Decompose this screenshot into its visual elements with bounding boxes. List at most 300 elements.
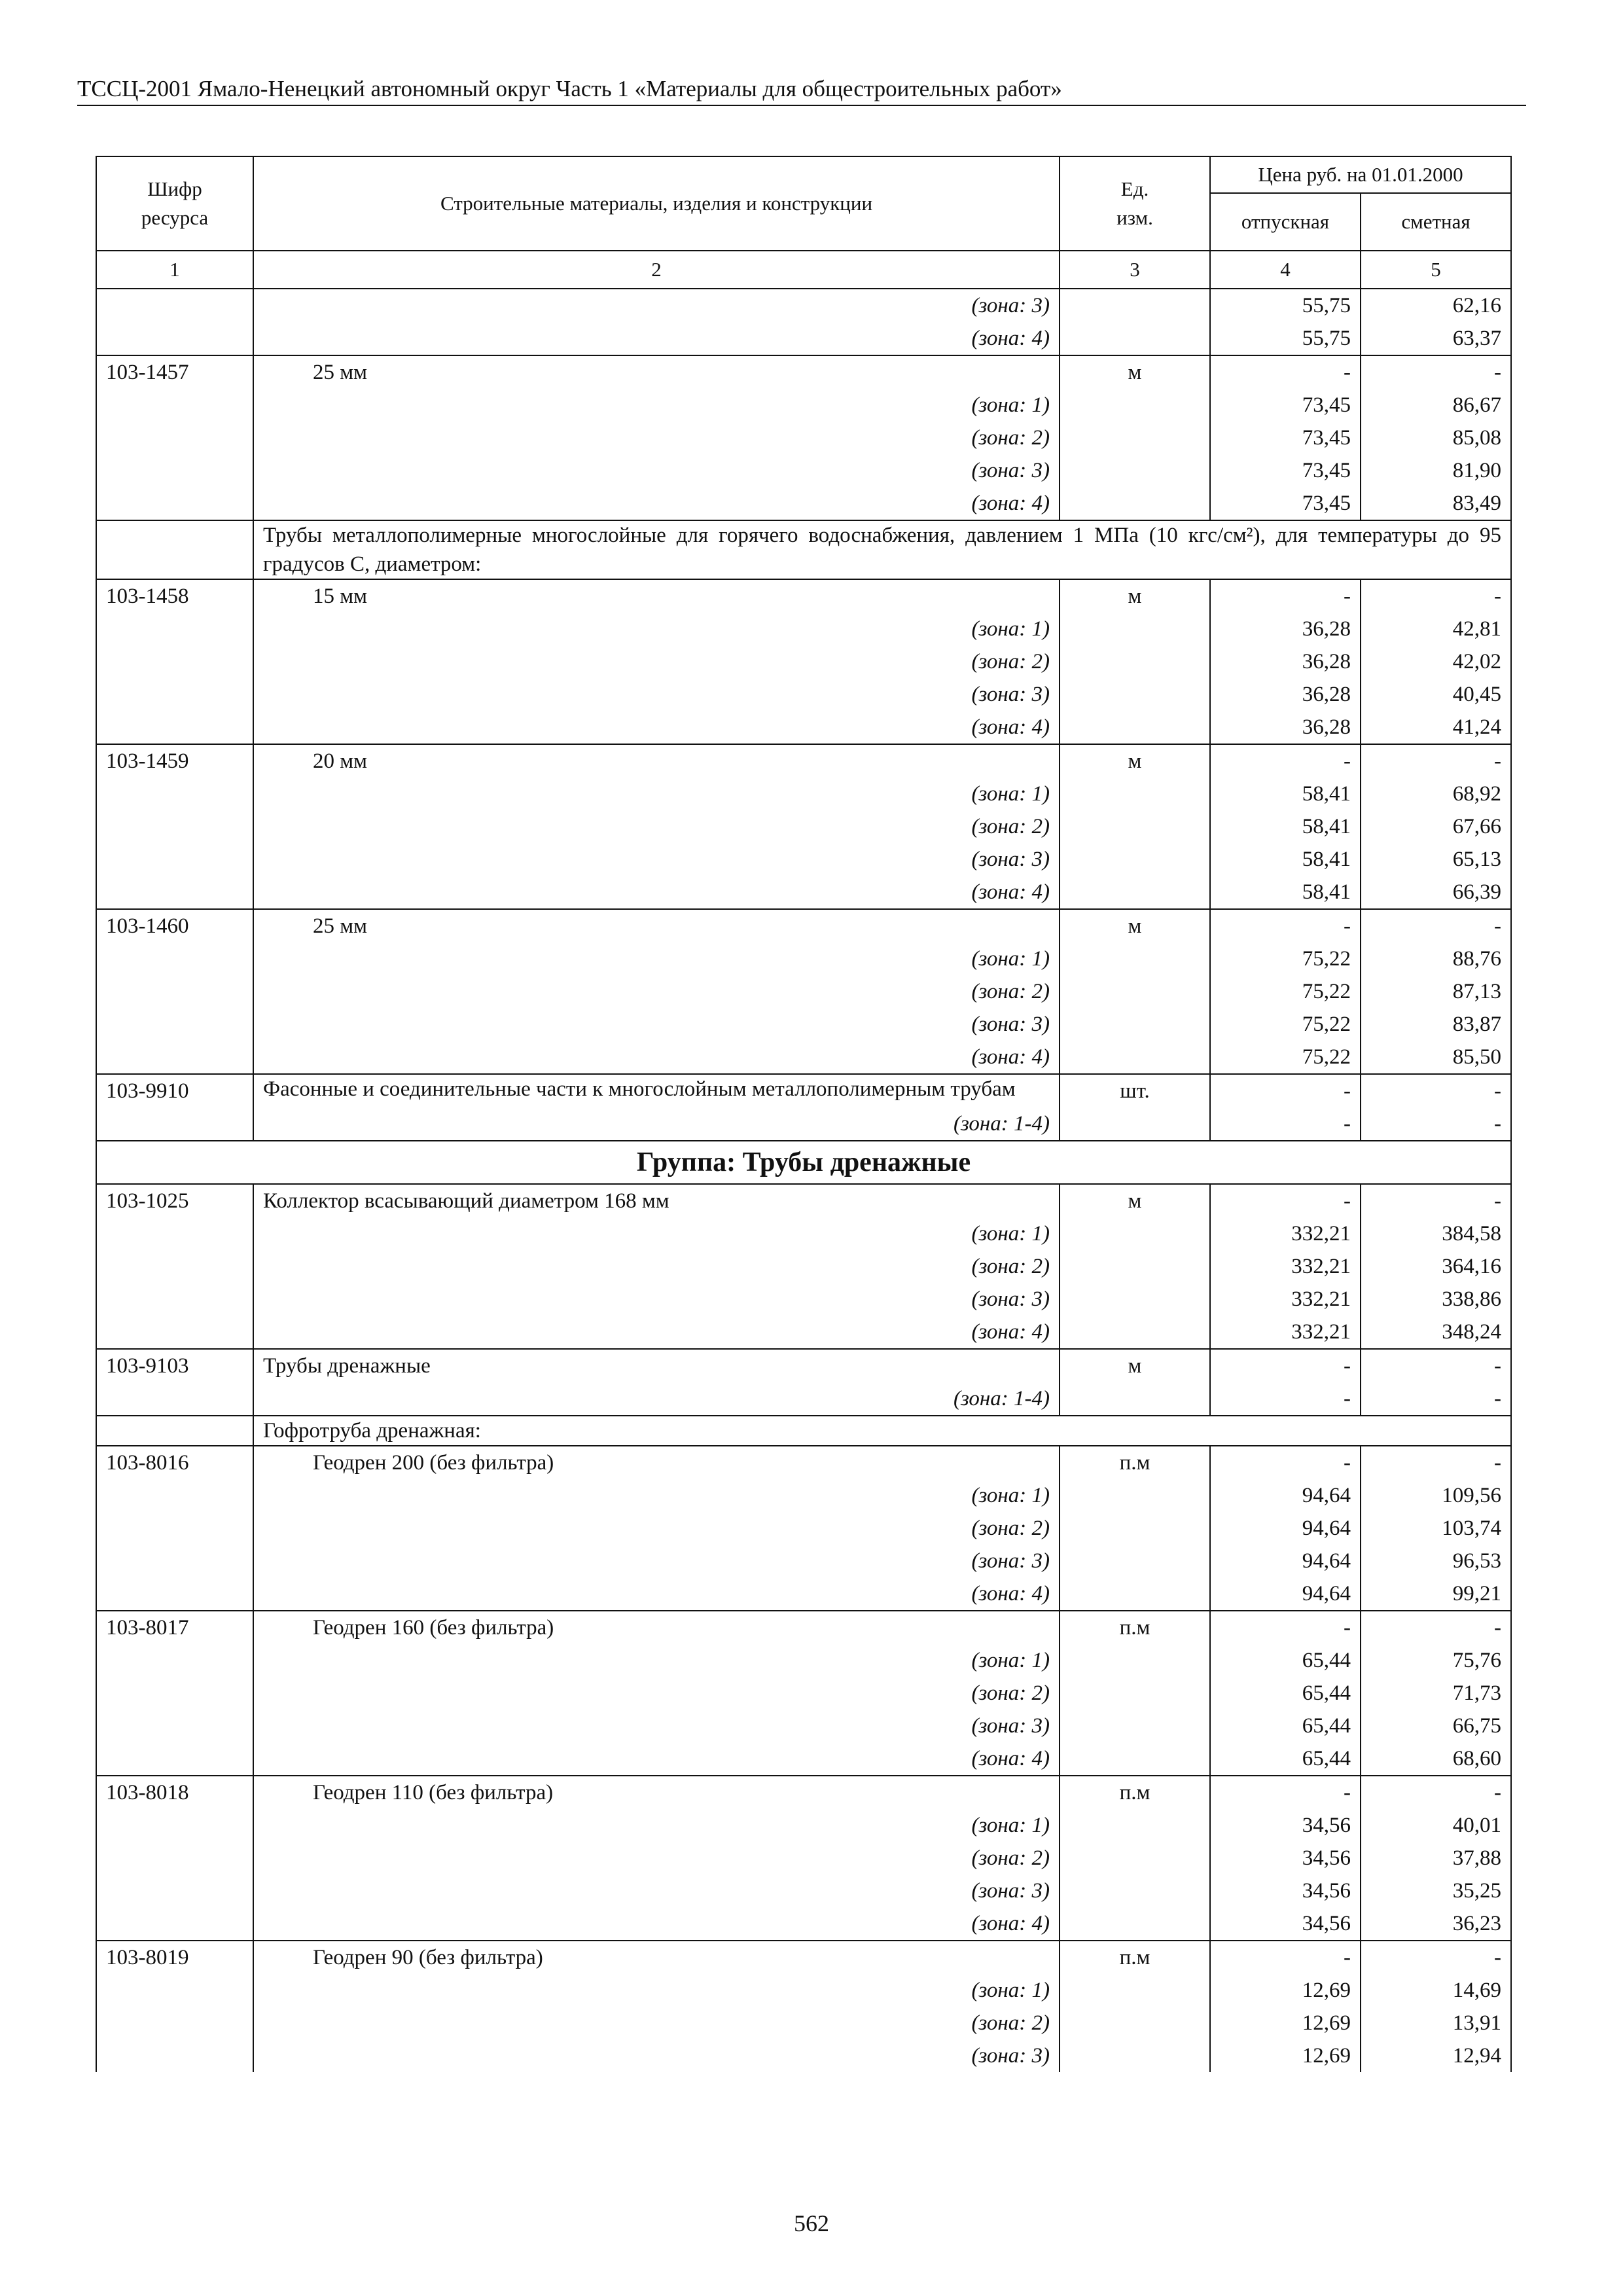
price-release: 332,21 <box>1210 1283 1361 1316</box>
price-estimate: 83,87 <box>1361 1008 1511 1041</box>
item-row <box>96 744 1511 778</box>
price-release: 34,56 <box>1210 1874 1361 1907</box>
cell-unit-empty <box>1060 1809 1210 1842</box>
unit-of-measure: м <box>1060 909 1210 942</box>
zone-row <box>96 1577 1511 1611</box>
price-release: 75,22 <box>1210 1041 1361 1074</box>
resource-code: 103-1457 <box>96 355 253 389</box>
zone-label: (зона: 1) <box>253 1479 1060 1512</box>
cell-unit-empty <box>1060 454 1210 487</box>
unit-of-measure: п.м <box>1060 1611 1210 1644</box>
cell-code-empty <box>96 1577 253 1611</box>
cell-code-empty <box>96 1545 253 1577</box>
zone-row <box>96 1874 1511 1907</box>
zone-label: (зона: 1) <box>253 1809 1060 1842</box>
cell-unit-empty <box>1060 487 1210 520</box>
zone-row <box>96 678 1511 711</box>
cell-code-empty <box>96 711 253 744</box>
zone-label: (зона: 3) <box>253 1283 1060 1316</box>
cell-code-empty <box>96 876 253 909</box>
zone-row <box>96 975 1511 1008</box>
price-estimate: 37,88 <box>1361 1842 1511 1874</box>
description-row <box>96 1416 1511 1446</box>
cell-unit-empty <box>1060 1907 1210 1941</box>
header-price-group: Цена руб. на 01.01.2000 <box>1210 156 1511 193</box>
cell-unit-empty <box>1060 1644 1210 1677</box>
material-name: Трубы дренажные <box>253 1349 1060 1382</box>
header-code-line2: ресурса <box>141 206 209 229</box>
price-estimate: - <box>1361 1349 1511 1382</box>
cell-unit-empty <box>1060 1974 1210 2007</box>
price-release: - <box>1210 579 1361 613</box>
price-release: - <box>1210 1349 1361 1382</box>
cell-code-empty <box>96 613 253 645</box>
price-estimate: - <box>1361 909 1511 942</box>
price-release: 12,69 <box>1210 2007 1361 2039</box>
header-code-line1: Шифр <box>147 177 202 200</box>
price-estimate: 66,75 <box>1361 1710 1511 1742</box>
resource-code: 103-8019 <box>96 1941 253 1974</box>
price-estimate: 384,58 <box>1361 1217 1511 1250</box>
cell-code-empty <box>96 487 253 520</box>
cell-unit-empty <box>1060 2007 1210 2039</box>
material-name: Геодрен 160 (без фильтра) <box>253 1611 1060 1644</box>
zone-label: (зона: 1) <box>253 1974 1060 2007</box>
price-release: 34,56 <box>1210 1842 1361 1874</box>
zone-label: (зона: 1) <box>253 613 1060 645</box>
price-estimate: 85,50 <box>1361 1041 1511 1074</box>
description-text: Трубы металлополимерные многослойные для горячего водоснабжения, давлением 1 МПа (10 кгс/см²), для температуры до 95 градусов С, диаметром: <box>253 520 1511 579</box>
header-material: Строительные материалы, изделия и конструкции <box>253 156 1060 251</box>
zone-row <box>96 942 1511 975</box>
price-release: - <box>1210 1941 1361 1974</box>
zone-row <box>96 1677 1511 1710</box>
price-estimate: 338,86 <box>1361 1283 1511 1316</box>
item-row <box>96 1074 1511 1107</box>
zone-row <box>96 1742 1511 1776</box>
zone-row <box>96 1316 1511 1349</box>
price-estimate: 35,25 <box>1361 1874 1511 1907</box>
cell-code-empty <box>96 389 253 422</box>
cell-code-empty <box>96 678 253 711</box>
cell-code-empty <box>96 1416 253 1446</box>
zone-label: (зона: 2) <box>253 1250 1060 1283</box>
cell-code-empty <box>96 2007 253 2039</box>
price-estimate: - <box>1361 744 1511 778</box>
price-release: 332,21 <box>1210 1316 1361 1349</box>
cell-unit-empty <box>1060 975 1210 1008</box>
cell-unit-empty <box>1060 1107 1210 1141</box>
page-header: ТССЦ-2001 Ямало-Ненецкий автономный округ Часть 1 «Материалы для общестроительных работ» <box>77 73 1526 106</box>
header-col-3: 3 <box>1060 251 1210 289</box>
zone-row <box>96 1283 1511 1316</box>
cell-unit-empty <box>1060 810 1210 843</box>
zone-label: (зона: 2) <box>253 1512 1060 1545</box>
price-release: 94,64 <box>1210 1577 1361 1611</box>
price-estimate: 40,01 <box>1361 1809 1511 1842</box>
cell-code-empty <box>96 2039 253 2072</box>
cell-unit-empty <box>1060 942 1210 975</box>
price-estimate: 68,92 <box>1361 778 1511 810</box>
price-release: 36,28 <box>1210 678 1361 711</box>
price-release: 65,44 <box>1210 1742 1361 1776</box>
resource-code: 103-1025 <box>96 1184 253 1217</box>
zone-row <box>96 1250 1511 1283</box>
price-estimate: 86,67 <box>1361 389 1511 422</box>
price-table <box>96 156 1512 2072</box>
price-release: - <box>1210 1382 1361 1416</box>
price-release: - <box>1210 1446 1361 1479</box>
cell-code-empty <box>96 645 253 678</box>
cell-unit-empty <box>1060 1512 1210 1545</box>
price-estimate: 63,37 <box>1361 322 1511 355</box>
item-row <box>96 1941 1511 1974</box>
zone-row <box>96 1479 1511 1512</box>
cell-unit-empty <box>1060 1577 1210 1611</box>
price-estimate: 88,76 <box>1361 942 1511 975</box>
header-unit-line2: изм. <box>1116 206 1153 229</box>
zone-label: (зона: 1) <box>253 778 1060 810</box>
unit-of-measure: п.м <box>1060 1446 1210 1479</box>
price-release: - <box>1210 1074 1361 1107</box>
material-name: Геодрен 200 (без фильтра) <box>253 1446 1060 1479</box>
cell-code-empty <box>96 322 253 355</box>
price-estimate: - <box>1361 1382 1511 1416</box>
cell-code-empty <box>96 778 253 810</box>
cell-code-empty <box>96 1710 253 1742</box>
price-estimate: 65,13 <box>1361 843 1511 876</box>
cell-code-empty <box>96 1677 253 1710</box>
price-release: 332,21 <box>1210 1250 1361 1283</box>
price-estimate: - <box>1361 1184 1511 1217</box>
price-estimate: 85,08 <box>1361 422 1511 454</box>
price-estimate: 67,66 <box>1361 810 1511 843</box>
zone-label: (зона: 1-4) <box>253 1382 1060 1416</box>
cell-code-empty <box>96 1041 253 1074</box>
material-name: 25 мм <box>253 355 1060 389</box>
zone-label: (зона: 4) <box>253 1742 1060 1776</box>
cell-code-empty <box>96 1907 253 1941</box>
zone-row <box>96 1382 1511 1416</box>
price-estimate: 14,69 <box>1361 1974 1511 2007</box>
price-release: 12,69 <box>1210 1974 1361 2007</box>
unit-of-measure: п.м <box>1060 1776 1210 1809</box>
zone-row <box>96 1512 1511 1545</box>
zone-row <box>96 645 1511 678</box>
zone-row <box>96 1907 1511 1941</box>
zone-label: (зона: 2) <box>253 2007 1060 2039</box>
price-estimate: 99,21 <box>1361 1577 1511 1611</box>
price-release: 73,45 <box>1210 389 1361 422</box>
resource-code: 103-8018 <box>96 1776 253 1809</box>
price-estimate: 66,39 <box>1361 876 1511 909</box>
zone-row <box>96 1217 1511 1250</box>
price-estimate: - <box>1361 1611 1511 1644</box>
cell-code-empty <box>96 942 253 975</box>
cell-unit-empty <box>1060 422 1210 454</box>
page-number: 562 <box>794 2210 829 2236</box>
zone-row <box>96 843 1511 876</box>
zone-label: (зона: 1) <box>253 942 1060 975</box>
price-release: 94,64 <box>1210 1545 1361 1577</box>
zone-label: (зона: 1) <box>253 1217 1060 1250</box>
material-name: Геодрен 110 (без фильтра) <box>253 1776 1060 1809</box>
cell-unit-empty <box>1060 843 1210 876</box>
cell-unit-empty <box>1060 1283 1210 1316</box>
cell-code-empty <box>96 1809 253 1842</box>
price-estimate: - <box>1361 355 1511 389</box>
price-release: 73,45 <box>1210 454 1361 487</box>
header-unit <box>1060 156 1210 251</box>
price-release: 55,75 <box>1210 322 1361 355</box>
zone-label: (зона: 4) <box>253 1907 1060 1941</box>
price-release: 36,28 <box>1210 613 1361 645</box>
price-estimate: 109,56 <box>1361 1479 1511 1512</box>
price-estimate: 40,45 <box>1361 678 1511 711</box>
price-estimate: 83,49 <box>1361 487 1511 520</box>
price-estimate: 71,73 <box>1361 1677 1511 1710</box>
cell-code-empty <box>96 810 253 843</box>
zone-row <box>96 1644 1511 1677</box>
zone-row <box>96 778 1511 810</box>
group-title: Группа: Трубы дренажные <box>96 1141 1511 1184</box>
cell-code-empty <box>96 422 253 454</box>
cell-unit-empty <box>1060 1545 1210 1577</box>
description-text: Гофротруба дренажная: <box>253 1416 1511 1446</box>
unit-of-measure: м <box>1060 355 1210 389</box>
zone-label: (зона: 3) <box>253 1545 1060 1577</box>
cell-unit-empty <box>1060 2039 1210 2072</box>
zone-row <box>96 322 1511 355</box>
price-estimate: 103,74 <box>1361 1512 1511 1545</box>
price-release: 75,22 <box>1210 975 1361 1008</box>
zone-label: (зона: 3) <box>253 678 1060 711</box>
item-row <box>96 355 1511 389</box>
cell-unit-empty <box>1060 1382 1210 1416</box>
unit-of-measure: м <box>1060 1184 1210 1217</box>
cell-code-empty <box>96 520 253 579</box>
unit-of-measure: м <box>1060 744 1210 778</box>
header-code <box>96 156 253 251</box>
cell-code-empty <box>96 1842 253 1874</box>
price-estimate: 96,53 <box>1361 1545 1511 1577</box>
item-row <box>96 1776 1511 1809</box>
header-price-release: отпускная <box>1210 193 1361 251</box>
price-estimate: 36,23 <box>1361 1907 1511 1941</box>
zone-label: (зона: 2) <box>253 1677 1060 1710</box>
zone-row <box>96 422 1511 454</box>
cell-unit-empty <box>1060 778 1210 810</box>
price-release: - <box>1210 1776 1361 1809</box>
cell-unit-empty <box>1060 1217 1210 1250</box>
price-estimate: - <box>1361 1074 1511 1107</box>
price-release: - <box>1210 744 1361 778</box>
zone-row <box>96 2007 1511 2039</box>
zone-label: (зона: 4) <box>253 487 1060 520</box>
cell-code-empty <box>96 1974 253 2007</box>
price-estimate: 75,76 <box>1361 1644 1511 1677</box>
price-release: - <box>1210 355 1361 389</box>
header-unit-line1: Ед. <box>1120 177 1149 200</box>
cell-code-empty <box>96 289 253 322</box>
header-col-5: 5 <box>1361 251 1511 289</box>
zone-label: (зона: 1) <box>253 389 1060 422</box>
cell-code-empty <box>96 1512 253 1545</box>
price-estimate: 68,60 <box>1361 1742 1511 1776</box>
price-release: 36,28 <box>1210 711 1361 744</box>
price-estimate: 42,81 <box>1361 613 1511 645</box>
zone-label: (зона: 3) <box>253 2039 1060 2072</box>
material-name: 25 мм <box>253 909 1060 942</box>
price-release: - <box>1210 1107 1361 1141</box>
cell-code-empty <box>96 975 253 1008</box>
header-col-1: 1 <box>96 251 253 289</box>
cell-unit-empty <box>1060 1479 1210 1512</box>
price-estimate: 13,91 <box>1361 2007 1511 2039</box>
zone-row <box>96 1710 1511 1742</box>
zone-row <box>96 876 1511 909</box>
cell-unit-empty <box>1060 389 1210 422</box>
price-estimate: 12,94 <box>1361 2039 1511 2072</box>
resource-code: 103-1459 <box>96 744 253 778</box>
resource-code: 103-1460 <box>96 909 253 942</box>
price-release: 94,64 <box>1210 1512 1361 1545</box>
price-estimate: - <box>1361 1446 1511 1479</box>
material-name: Геодрен 90 (без фильтра) <box>253 1941 1060 1974</box>
zone-label: (зона: 4) <box>253 322 1060 355</box>
resource-code: 103-1458 <box>96 579 253 613</box>
cell-unit-empty <box>1060 1874 1210 1907</box>
unit-of-measure: шт. <box>1060 1074 1210 1107</box>
resource-code: 103-9103 <box>96 1349 253 1382</box>
zone-row <box>96 487 1511 520</box>
zone-row <box>96 1107 1511 1141</box>
zone-row <box>96 1545 1511 1577</box>
cell-unit-empty <box>1060 289 1210 322</box>
price-estimate: 348,24 <box>1361 1316 1511 1349</box>
zone-row <box>96 1041 1511 1074</box>
cell-unit-empty <box>1060 1316 1210 1349</box>
zone-row <box>96 711 1511 744</box>
price-release: 58,41 <box>1210 843 1361 876</box>
zone-label: (зона: 4) <box>253 876 1060 909</box>
item-row <box>96 909 1511 942</box>
price-release: 36,28 <box>1210 645 1361 678</box>
unit-of-measure: м <box>1060 579 1210 613</box>
item-row <box>96 1446 1511 1479</box>
zone-label: (зона: 2) <box>253 1842 1060 1874</box>
price-release: 332,21 <box>1210 1217 1361 1250</box>
table-header <box>96 156 1511 289</box>
cell-unit-empty <box>1060 1842 1210 1874</box>
zone-label: (зона: 4) <box>253 1577 1060 1611</box>
cell-code-empty <box>96 1107 253 1141</box>
material-name: 15 мм <box>253 579 1060 613</box>
price-estimate: 41,24 <box>1361 711 1511 744</box>
cell-code-empty <box>96 454 253 487</box>
price-estimate: - <box>1361 1107 1511 1141</box>
price-release: 34,56 <box>1210 1907 1361 1941</box>
description-row <box>96 520 1511 579</box>
price-estimate: 87,13 <box>1361 975 1511 1008</box>
price-release: 65,44 <box>1210 1644 1361 1677</box>
price-release: 55,75 <box>1210 289 1361 322</box>
zone-label: (зона: 3) <box>253 1710 1060 1742</box>
header-col-2: 2 <box>253 251 1060 289</box>
item-row <box>96 1184 1511 1217</box>
cell-code-empty <box>96 1382 253 1416</box>
material-name: Фасонные и соединительные части к многослойным металлополимерным трубам <box>253 1074 1060 1107</box>
price-release: - <box>1210 1611 1361 1644</box>
price-release: 73,45 <box>1210 422 1361 454</box>
price-estimate: - <box>1361 1776 1511 1809</box>
unit-of-measure: м <box>1060 1349 1210 1382</box>
price-release: 65,44 <box>1210 1710 1361 1742</box>
zone-label: (зона: 2) <box>253 645 1060 678</box>
cell-code-empty <box>96 1874 253 1907</box>
cell-unit-empty <box>1060 1677 1210 1710</box>
price-release: 94,64 <box>1210 1479 1361 1512</box>
header-price-estimate: сметная <box>1361 193 1511 251</box>
zone-label: (зона: 4) <box>253 711 1060 744</box>
cell-code-empty <box>96 1008 253 1041</box>
price-release: 75,22 <box>1210 942 1361 975</box>
zone-row <box>96 1974 1511 2007</box>
price-release: 58,41 <box>1210 778 1361 810</box>
price-release: 75,22 <box>1210 1008 1361 1041</box>
item-row <box>96 1611 1511 1644</box>
price-estimate: 42,02 <box>1361 645 1511 678</box>
unit-of-measure: п.м <box>1060 1941 1210 1974</box>
cell-code-empty <box>96 1479 253 1512</box>
cell-code-empty <box>96 1217 253 1250</box>
price-release: 58,41 <box>1210 810 1361 843</box>
resource-code: 103-8016 <box>96 1446 253 1479</box>
cell-unit-empty <box>1060 613 1210 645</box>
cell-unit-empty <box>1060 876 1210 909</box>
price-estimate: - <box>1361 579 1511 613</box>
zone-row <box>96 454 1511 487</box>
zone-row <box>96 389 1511 422</box>
cell-code-empty <box>96 1283 253 1316</box>
resource-code: 103-9910 <box>96 1074 253 1107</box>
cell-unit-empty <box>1060 1041 1210 1074</box>
price-estimate: 62,16 <box>1361 289 1511 322</box>
zone-label: (зона: 4) <box>253 1041 1060 1074</box>
price-estimate: 81,90 <box>1361 454 1511 487</box>
zone-label: (зона: 2) <box>253 810 1060 843</box>
price-release: 12,69 <box>1210 2039 1361 2072</box>
zone-label: (зона: 4) <box>253 1316 1060 1349</box>
zone-label: (зона: 3) <box>253 289 1060 322</box>
zone-label: (зона: 3) <box>253 843 1060 876</box>
zone-row <box>96 613 1511 645</box>
price-release: 65,44 <box>1210 1677 1361 1710</box>
cell-code-empty <box>96 1316 253 1349</box>
material-name: Коллектор всасывающий диаметром 168 мм <box>253 1184 1060 1217</box>
header-col-4: 4 <box>1210 251 1361 289</box>
cell-code-empty <box>96 843 253 876</box>
cell-unit-empty <box>1060 1742 1210 1776</box>
resource-code: 103-8017 <box>96 1611 253 1644</box>
zone-row <box>96 289 1511 322</box>
cell-unit-empty <box>1060 678 1210 711</box>
zone-label: (зона: 2) <box>253 975 1060 1008</box>
cell-unit-empty <box>1060 645 1210 678</box>
cell-code-empty <box>96 1250 253 1283</box>
cell-unit-empty <box>1060 1710 1210 1742</box>
zone-label: (зона: 2) <box>253 422 1060 454</box>
